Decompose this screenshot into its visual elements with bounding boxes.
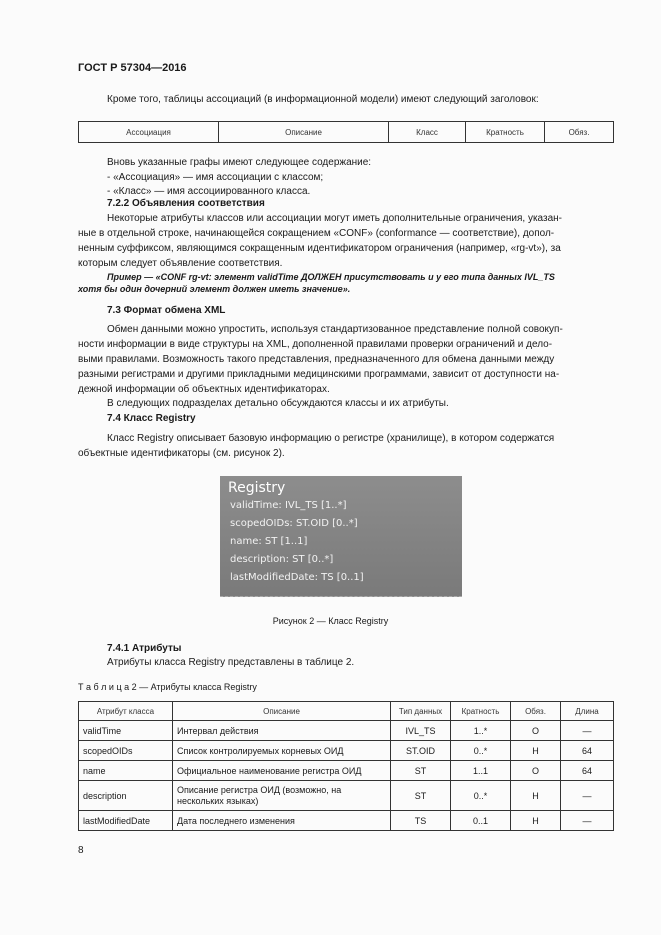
t2-cell: lastModifiedDate [79, 811, 173, 831]
assoc-header-mandatory: Обяз. [545, 122, 614, 143]
table-row [79, 741, 614, 761]
s74-line-2: объектные идентификаторы (см. рисунок 2). [78, 448, 285, 459]
t2-header-length: Длина [561, 702, 614, 721]
t2-cell: Н [511, 741, 561, 761]
t2-cell: Интервал действия [173, 721, 391, 741]
columns-item-2: - «Класс» — имя ассоциированного класса. [107, 186, 311, 197]
s74-line-1: Класс Registry описывает базовую информацию о регистре (хранилище), в котором содержатся [107, 433, 555, 444]
figure-line-3: name: ST [1..1] [230, 536, 308, 547]
example-line-2: хотя бы один дочерний элемент должен иметь значение». [78, 284, 351, 294]
t2-header-mandatory: Обяз. [511, 702, 561, 721]
t2-cell: IVL_TS [391, 721, 451, 741]
t2-cell: Н [511, 811, 561, 831]
s73-line-6: В следующих подразделах детально обсуждаются классы и их атрибуты. [107, 398, 449, 409]
columns-intro: Вновь указанные графы имеют следующее содержание: [107, 157, 372, 168]
t2-cell: — [561, 721, 614, 741]
t2-header-type: Тип данных [391, 702, 451, 721]
t2-cell: — [561, 811, 614, 831]
assoc-header-multiplicity: Кратность [466, 122, 545, 143]
t2-cell: 64 [561, 741, 614, 761]
s73-line-1: Обмен данными можно упростить, используя стандартизованное представление полной совокуп- [107, 324, 563, 335]
t2-cell: Дата последнего изменения [173, 811, 391, 831]
registry-attributes-table [78, 701, 614, 831]
page-number: 8 [78, 845, 84, 856]
document-id: ГОСТ Р 57304—2016 [78, 62, 187, 74]
t2-header-description: Описание [173, 702, 391, 721]
t2-cell: ST [391, 761, 451, 781]
s73-line-4: разными регистрами и другими прикладными медицинскими программами, зависит от доступности на- [78, 369, 560, 380]
t2-cell: ST [391, 781, 451, 811]
figure-caption: Рисунок 2 — Класс Registry [272, 616, 389, 626]
t2-cell: scopedOIDs [79, 741, 173, 761]
t2-cell: 0..1 [451, 811, 511, 831]
association-table [78, 121, 614, 143]
t2-cell: 0..* [451, 741, 511, 761]
s73-line-2: ности информации в виде структуры на XML, дополненной правилами проверки ограничений и дело- [78, 339, 553, 350]
t2-cell: validTime [79, 721, 173, 741]
t2-cell: name [79, 761, 173, 781]
columns-item-1: - «Ассоциация» — имя ассоциации с классом; [107, 172, 324, 183]
table-row [79, 761, 614, 781]
t2-cell: — [561, 781, 614, 811]
s722-line-1: Некоторые атрибуты классов или ассоциации могут иметь дополнительные ограничения, указан- [107, 213, 562, 224]
table2-caption: Т а б л и ц а 2 — Атрибуты класса Registry [78, 682, 257, 692]
intro-text: Кроме того, таблицы ассоциаций (в информационной модели) имеют следующий заголовок: [107, 94, 539, 105]
s722-line-2: ные в отдельной строке, начинающейся сокращением «CONF» (conformance — соответствие), допол- [78, 228, 555, 239]
assoc-header-class: Класс [389, 122, 466, 143]
t2-cell: 0..* [451, 781, 511, 811]
assoc-header-association: Ассоциация [79, 122, 219, 143]
s741-line: Атрибуты класса Registry представлены в таблице 2. [107, 657, 355, 668]
t2-cell: 64 [561, 761, 614, 781]
figure-line-5: lastModifiedDate: TS [0..1] [230, 572, 364, 583]
section-7-3-heading: 7.3 Формат обмена XML [107, 305, 226, 316]
s722-line-3: ненным суффиксом, являющимся сокращенным идентификатором ограничения (например, «rg-vt»), за [78, 243, 561, 254]
s722-line-4: которым следует объявление соответствия. [78, 258, 283, 269]
t2-cell: О [511, 761, 561, 781]
s73-line-5: дежной информации об объектных идентификаторах. [78, 384, 330, 395]
t2-cell: О [511, 721, 561, 741]
s73-line-3: выми правилами. Возможность такого представления, предназначенного для обмена данными между [78, 354, 555, 365]
figure-line-1: validTime: IVL_TS [1..*] [230, 500, 347, 511]
table-row [79, 721, 614, 741]
section-7-4-heading: 7.4 Класс Registry [107, 413, 196, 424]
figure-line-2: scopedOIDs: ST.OID [0..*] [230, 518, 358, 529]
t2-cell: Описание регистра ОИД (возможно, на нескольких языках) [173, 781, 391, 811]
t2-cell: Официальное наименование регистра ОИД [173, 761, 391, 781]
table-row [79, 811, 614, 831]
section-7-4-1-heading: 7.4.1 Атрибуты [107, 643, 182, 654]
t2-header-multiplicity: Кратность [451, 702, 511, 721]
figure-line-4: description: ST [0..*] [230, 554, 334, 565]
registry-class-figure [220, 476, 462, 597]
example-line-1: Пример — «CONF rg-vt: элемент validTime ДОЛЖЕН присутствовать и у его типа данных IVL_TS [107, 272, 555, 282]
t2-cell: 1..1 [451, 761, 511, 781]
t2-cell: description [79, 781, 173, 811]
section-7-2-2-heading: 7.2.2 Объявления соответствия [107, 198, 265, 209]
t2-cell: Н [511, 781, 561, 811]
t2-header-attribute: Атрибут класса [79, 702, 173, 721]
t2-cell: 1..* [451, 721, 511, 741]
t2-cell: ST.OID [391, 741, 451, 761]
assoc-header-description: Описание [219, 122, 389, 143]
figure-title: Registry [228, 480, 286, 496]
t2-cell: Список контролируемых корневых ОИД [173, 741, 391, 761]
t2-cell: TS [391, 811, 451, 831]
table-row [79, 781, 614, 811]
